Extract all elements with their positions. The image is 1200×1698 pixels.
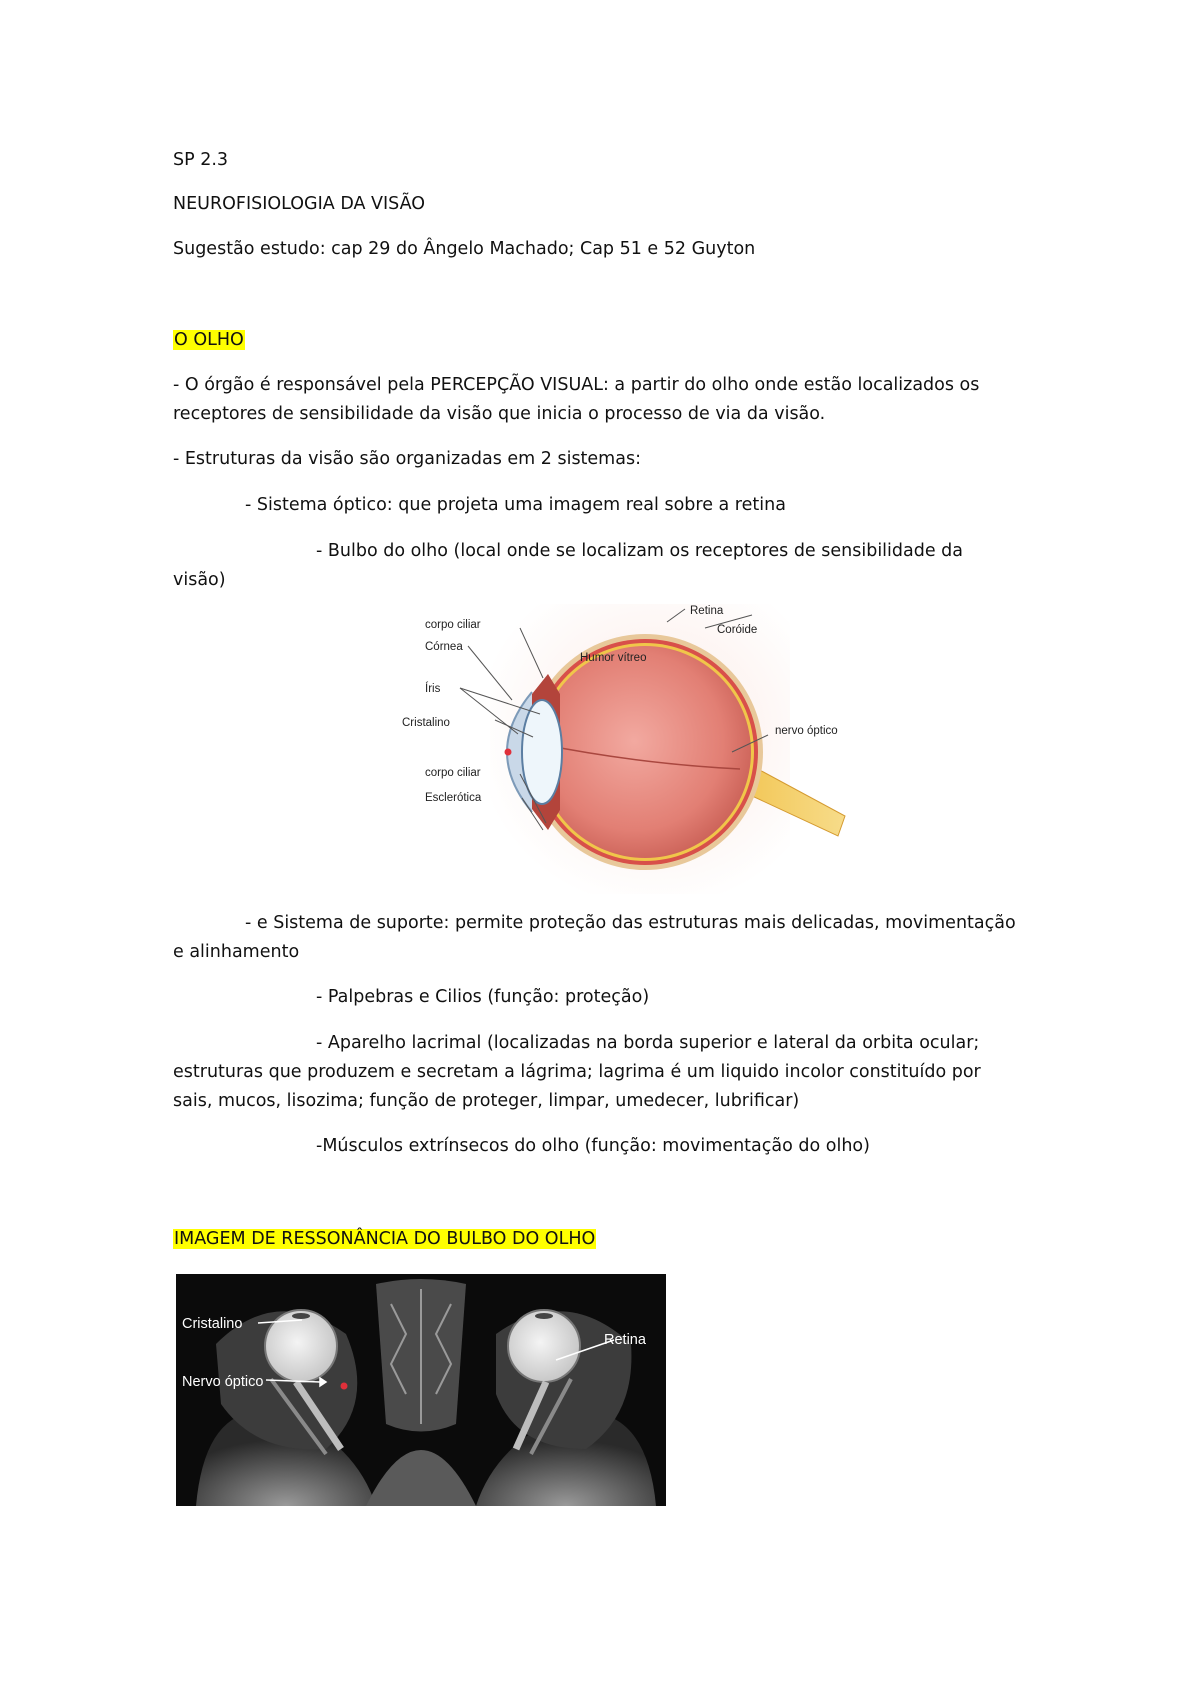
label-esclerotica: Esclerótica — [425, 792, 482, 804]
vitreous-body — [539, 646, 751, 858]
paragraph-4-line-2: visão) — [173, 570, 226, 590]
eye-anatomy-diagram — [402, 604, 860, 894]
paragraph-5-line-1: - e Sistema de suporte: permite proteção das estruturas mais delicadas, movimentação — [245, 913, 1016, 933]
pupil-dot — [505, 749, 512, 756]
paragraph-6: - Palpebras e Cilios (função: proteção) — [316, 987, 650, 1007]
study-suggestion: Sugestão estudo: cap 29 do Ângelo Machado; Cap 51 e 52 Guyton — [173, 239, 756, 259]
paragraph-7-line-2: estruturas que produzem e secretam a lágrima; lagrima é um liquido incolor constituído por — [173, 1062, 981, 1082]
label-iris: Íris — [425, 683, 441, 695]
mri-image — [176, 1274, 666, 1506]
paragraph-1-line-1: - O órgão é responsável pela PERCEPÇÃO VISUAL: a partir do olho onde estão localizados os — [173, 375, 980, 395]
highlighted-heading: IMAGEM DE RESSONÂNCIA DO BULBO DO OLHO — [174, 1229, 596, 1249]
document-title: NEUROFISIOLOGIA DA VISÃO — [173, 194, 426, 214]
label-coroide: Coróide — [717, 624, 758, 636]
paragraph-8: -Músculos extrínsecos do olho (função: movimentação do olho) — [316, 1136, 870, 1156]
mri-label-nervo-optico: Nervo óptico — [182, 1374, 264, 1390]
paragraph-3: - Sistema óptico: que projeta uma imagem real sobre a retina — [245, 495, 786, 515]
paragraph-5-line-2: e alinhamento — [173, 942, 300, 962]
label-corpo-ciliar-bottom: corpo ciliar — [425, 767, 481, 779]
right-eyeball — [508, 1310, 580, 1382]
label-nervo-optico: nervo óptico — [775, 725, 838, 737]
paragraph-4-line-1: - Bulbo do olho (local onde se localizam os receptores de sensibilidade da — [316, 541, 964, 561]
document-code: SP 2.3 — [173, 150, 229, 170]
section-heading-mri — [173, 1228, 596, 1250]
label-corpo-ciliar-top: corpo ciliar — [425, 619, 481, 631]
label-cristalino: Cristalino — [402, 717, 450, 729]
section-heading-o-olho — [173, 329, 245, 351]
label-retina: Retina — [690, 605, 724, 617]
paragraph-1-line-2: receptores de sensibilidade da visão que inicia o processo de via da visão. — [173, 404, 826, 424]
mri-label-cristalino: Cristalino — [182, 1316, 243, 1332]
label-humor-vitreo: Humor vítreo — [580, 652, 647, 664]
marker-dot — [341, 1383, 348, 1390]
paragraph-7-line-1: - Aparelho lacrimal (localizadas na borda superior e lateral da orbita ocular; — [316, 1033, 980, 1053]
left-lens — [292, 1313, 310, 1319]
mri-label-retina: Retina — [604, 1332, 646, 1348]
paragraph-2: - Estruturas da visão são organizadas em 2 sistemas: — [173, 449, 641, 469]
label-cornea: Córnea — [425, 641, 463, 653]
highlighted-heading: O OLHO — [174, 330, 244, 350]
right-lens — [535, 1313, 553, 1319]
paragraph-7-line-3: sais, mucos, lisozima; função de proteger, limpar, umedecer, lubrificar) — [173, 1091, 800, 1111]
